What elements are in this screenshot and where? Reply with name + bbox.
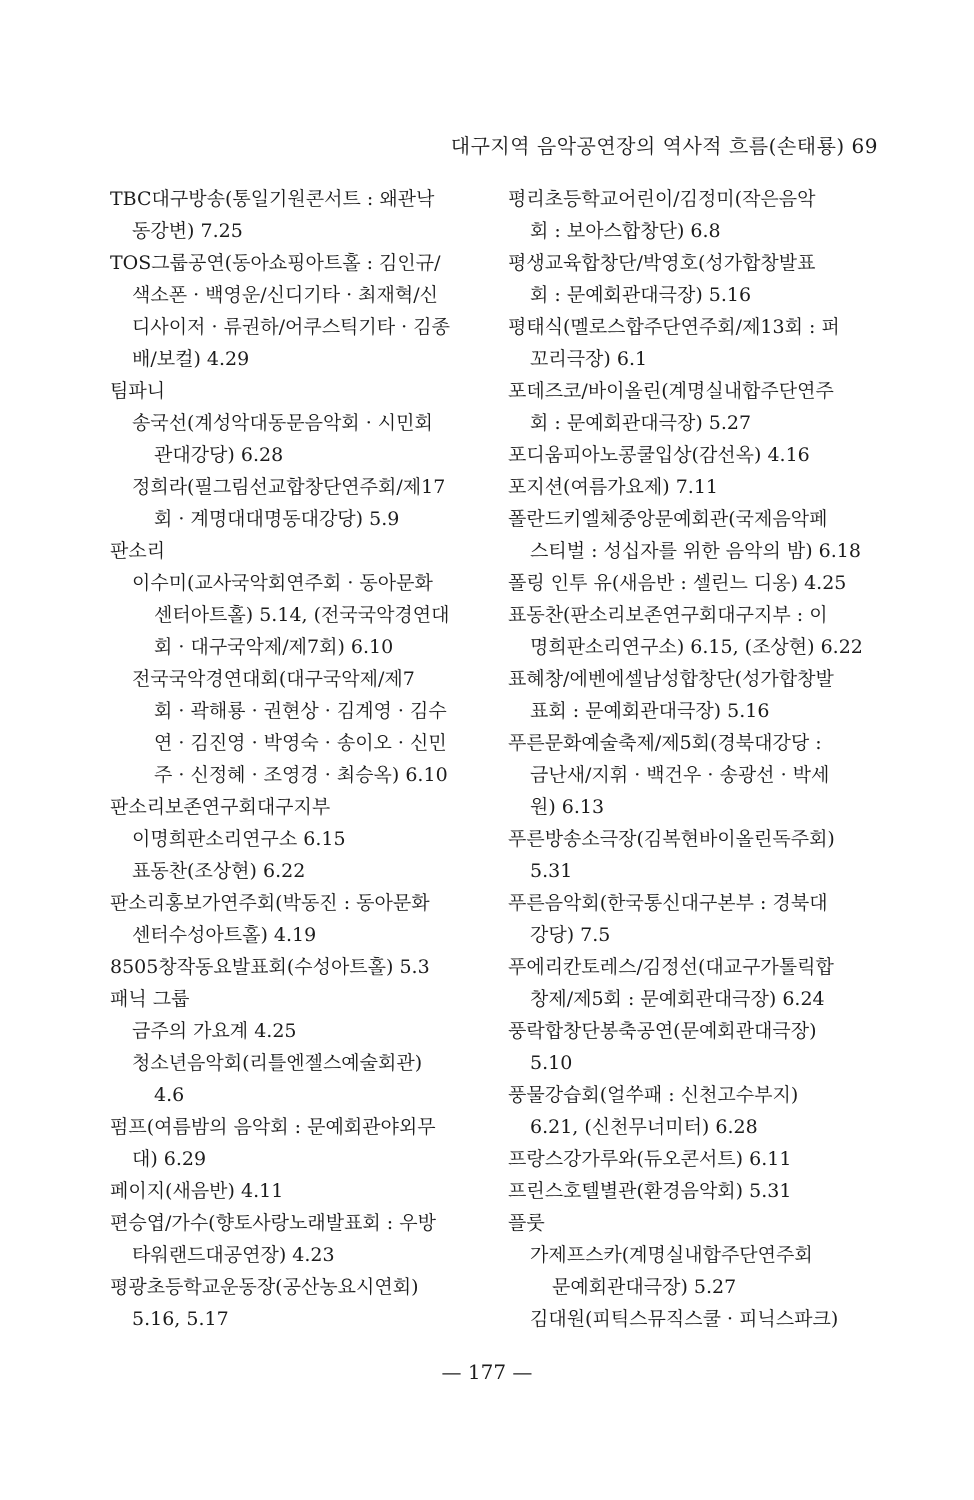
index-line: 포데즈코/바이올린(계명실내합주단연주 xyxy=(508,380,834,402)
index-line: 강당) 7.5 xyxy=(530,924,611,946)
index-line: 금난새/지휘 · 백건우 · 송광선 · 박세 xyxy=(530,764,830,786)
index-line: 평태식(멜로스합주단연주회/제13회 : 퍼 xyxy=(508,316,840,338)
index-line: 스티벌 : 성십자를 위한 음악의 밤) 6.18 xyxy=(530,540,861,562)
index-line: 꼬리극장) 6.1 xyxy=(530,348,648,370)
index-line: 이수미(교사국악회연주회 · 동아문화 xyxy=(132,572,433,594)
index-line: 풍물강습회(얼쑤패 : 신천고수부지) xyxy=(508,1084,799,1106)
index-line: 창제/제5회 : 문예회관대극장) 6.24 xyxy=(530,988,825,1010)
index-line: 청소년음악회(리틀엔젤스예술회관) xyxy=(132,1052,423,1074)
index-line: 회 : 문예회관대극장) 5.27 xyxy=(530,412,752,434)
index-line: 포디움피아노콩쿨입상(감선옥) 4.16 xyxy=(508,444,810,466)
index-line: 회 : 문예회관대극장) 5.16 xyxy=(530,284,752,306)
index-line: 금주의 가요계 4.25 xyxy=(132,1020,297,1042)
index-line: 표혜창/에벤에셀남성합창단(성가합창발 xyxy=(508,668,834,690)
index-line: 패닉 그룹 xyxy=(110,988,190,1010)
index-line: 6.21, (신천무너미터) 6.28 xyxy=(530,1116,758,1138)
index-line: 풍락합창단봉축공연(문예회관대극장) xyxy=(508,1020,817,1042)
index-line: 회 · 곽해룡 · 권현상 · 김계영 · 김수 xyxy=(154,700,447,722)
index-line: 푸른방송소극장(김복현바이올린독주회) xyxy=(508,828,835,850)
index-line: 평리초등학교어린이/김정미(작은음악 xyxy=(508,188,816,210)
index-line: 디사이저 · 류권하/어쿠스틱기타 · 김종 xyxy=(132,316,450,338)
index-line: 전국국악경연대회(대구국악제/제7 xyxy=(132,668,415,690)
index-line: 연 · 김진영 · 박영숙 · 송이오 · 신민 xyxy=(154,732,447,754)
running-header: 대구지역 음악공연장의 역사적 흐름(손태룡) 69 xyxy=(450,134,878,158)
index-line: 폴란드키엘체중앙문예회관(국제음악페 xyxy=(508,508,828,530)
index-line: 페이지(새음반) 4.11 xyxy=(110,1180,284,1202)
index-line: 명희판소리연구소) 6.15, (조상현) 6.22 xyxy=(530,636,863,658)
index-line: 폴링 인투 유(새음반 : 셀린느 디옹) 4.25 xyxy=(508,572,847,594)
index-line: 센터수성아트홀) 4.19 xyxy=(132,924,317,946)
index-line: 판소리보존연구회대구지부 xyxy=(110,796,331,818)
index-line: 표동찬(판소리보존연구회대구지부 : 이 xyxy=(508,604,828,626)
index-line: 이명희판소리연구소 6.15 xyxy=(132,828,346,850)
index-line: 송국선(계성악대동문음악회 · 시민회 xyxy=(132,412,433,434)
index-line: 포지션(여름가요제) 7.11 xyxy=(508,476,719,498)
index-line: 4.6 xyxy=(154,1084,185,1106)
index-line: 김대원(피틱스뮤직스쿨 · 피닉스파크) xyxy=(530,1308,839,1330)
index-line: 관대강당) 6.28 xyxy=(154,444,284,466)
index-line: 펌프(여름밤의 음악회 : 문예회관야외무 xyxy=(110,1116,436,1138)
index-line: 5.10 xyxy=(530,1052,573,1074)
index-line: 판소리 xyxy=(110,540,166,562)
index-line: 평생교육합창단/박영호(성가합창발표 xyxy=(508,252,816,274)
index-line: 표동찬(조상현) 6.22 xyxy=(132,860,306,882)
index-line: 프랑스강가루와(듀오콘서트) 6.11 xyxy=(508,1148,792,1170)
page-number: — 177 — xyxy=(441,1360,533,1384)
index-line: 플룻 xyxy=(508,1212,545,1234)
index-line: 푸른음악회(한국통신대구본부 : 경북대 xyxy=(508,892,828,914)
index-line: 대) 6.29 xyxy=(132,1148,207,1170)
index-line: 푸에리칸토레스/김정선(대교구가톨릭합 xyxy=(508,956,834,978)
index-line: TOS그룹공연(동아쇼핑아트홀 : 김인규/ xyxy=(110,252,441,274)
index-line: 배/보컬) 4.29 xyxy=(132,348,250,370)
index-line: 센터아트홀) 5.14, (전국국악경연대 xyxy=(154,604,450,626)
index-line: 편승엽/가수(향토사랑노래발표회 : 우방 xyxy=(110,1212,436,1234)
index-line: 회 · 대구국악제/제7회) 6.10 xyxy=(154,636,394,658)
index-line: 프린스호텔별관(환경음악회) 5.31 xyxy=(508,1180,792,1202)
index-line: 타워랜드대공연장) 4.23 xyxy=(132,1244,335,1266)
index-line: 푸른문화예술축제/제5회(경북대강당 : xyxy=(508,732,822,754)
index-line: 평광초등학교운동장(공산농요시연회) xyxy=(110,1276,419,1298)
index-line: 5.16, 5.17 xyxy=(132,1308,229,1330)
index-line: 8505창작동요발표회(수성아트홀) 5.3 xyxy=(110,956,430,978)
index-line: 팀파니 xyxy=(110,380,166,402)
index-line: 동강변) 7.25 xyxy=(132,220,243,242)
index-line: 색소폰 · 백영운/신디기타 · 최재혁/신 xyxy=(132,284,438,306)
index-line: 5.31 xyxy=(530,860,573,882)
index-line: TBC대구방송(통일기원콘서트 : 왜관낙 xyxy=(110,188,435,210)
index-line: 판소리홍보가연주회(박동진 : 동아문화 xyxy=(110,892,430,914)
index-line: 정희라(필그림선교합창단연주회/제17 xyxy=(132,476,446,498)
index-column-right xyxy=(508,183,880,1335)
index-line: 문예회관대극장) 5.27 xyxy=(552,1276,737,1298)
index-column-left xyxy=(110,183,482,1335)
index-line: 주 · 신정혜 · 조영경 · 최승옥) 6.10 xyxy=(154,764,448,786)
index-line: 가제프스카(계명실내합주단연주회 xyxy=(530,1244,813,1266)
index-line: 표회 : 문예회관대극장) 5.16 xyxy=(530,700,770,722)
index-line: 회 · 계명대대명동대강당) 5.9 xyxy=(154,508,400,530)
index-line: 원) 6.13 xyxy=(530,796,605,818)
index-line: 회 : 보아스합창단) 6.8 xyxy=(530,220,721,242)
